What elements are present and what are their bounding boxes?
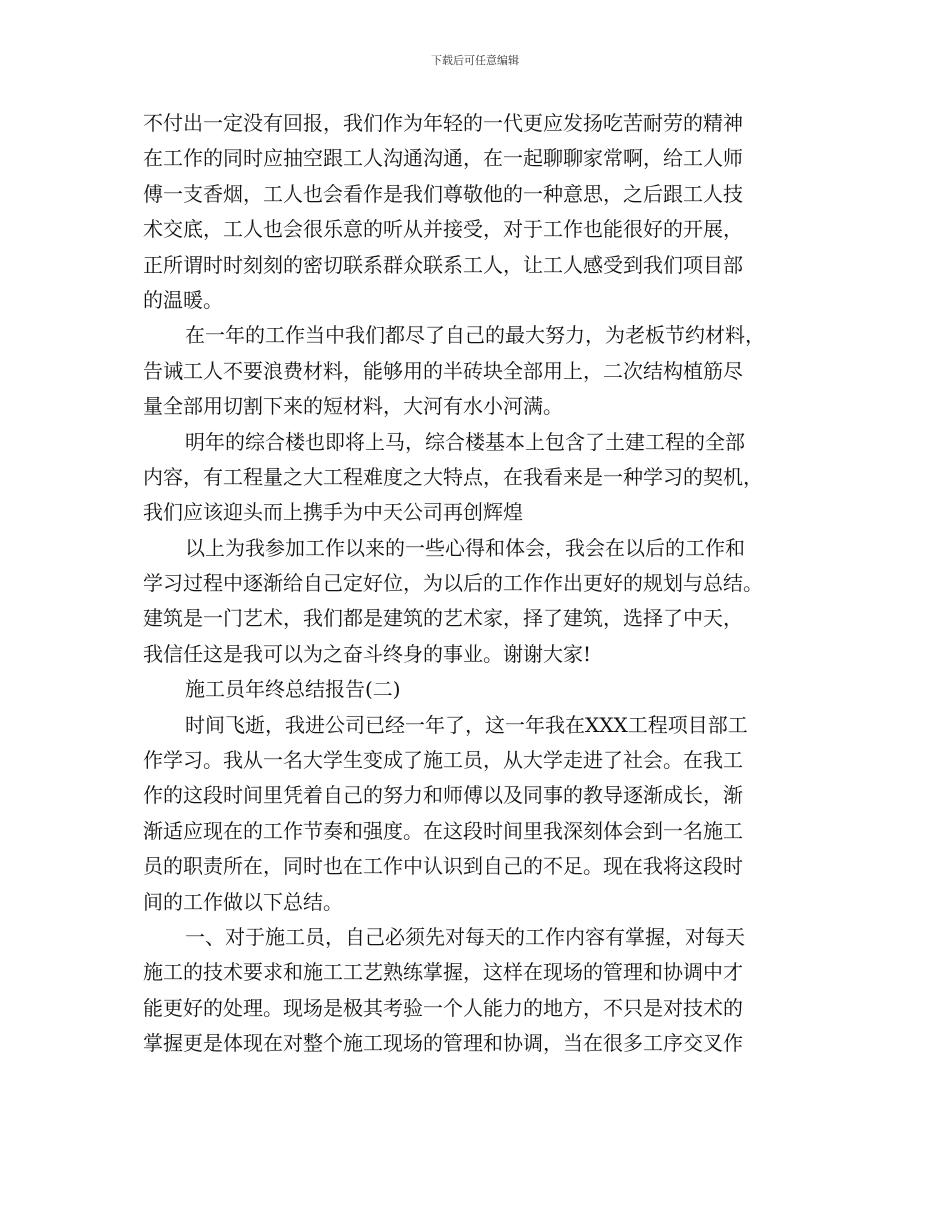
- text-line: 时间飞逝，我进公司已经一年了，这一年我在XXX工程项目部工: [185, 712, 748, 737]
- text-line: 一、对于施工员，自己必须先对每天的工作内容有掌握，对每天: [185, 924, 745, 949]
- text-line: 术交底，工人也会很乐意的听从并接受，对于工作也能很好的开展，: [143, 217, 743, 242]
- text-line: 学习过程中逐渐给自己定好位，为以后的工作作出更好的规划与总结。: [143, 571, 763, 596]
- text-line: 施工员年终总结报告(二): [185, 677, 401, 702]
- text-line: 能更好的处理。现场是极其考验一个人能力的地方，不只是对技术的: [143, 995, 743, 1020]
- text-line: 作学习。我从一名大学生变成了施工员，从大学走进了社会。在我工: [143, 748, 743, 773]
- text-line: 间的工作做以下总结。: [143, 889, 343, 914]
- text-line: 明年的综合楼也即将上马，综合楼基本上包含了土建工程的全部: [185, 429, 745, 454]
- header-note: 下载后可任意编辑: [431, 54, 519, 67]
- text-line: 员的职责所在，同时也在工作中认识到自己的不足。现在我将这段时: [143, 854, 743, 879]
- text-line: 施工的技术要求和施工工艺熟练掌握，这样在现场的管理和协调中才: [143, 960, 743, 985]
- text-line: 傅一支香烟，工人也会看作是我们尊敬他的一种意思，之后跟工人技: [143, 181, 743, 206]
- text-line: 作的这段时间里凭着自己的努力和师傅以及同事的教导逐渐成长，渐: [143, 783, 743, 808]
- text-line: 掌握更是体现在对整个施工现场的管理和协调，当在很多工序交叉作: [143, 1031, 743, 1056]
- body-text: [143, 106, 811, 1062]
- text-line: 的温暖。: [143, 287, 223, 312]
- text-line: 在工作的同时应抽空跟工人沟通沟通，在一起聊聊家常啊，给工人师: [143, 146, 743, 171]
- text-line: 渐适应现在的工作节奏和强度。在这段时间里我深刻体会到一名施工: [143, 818, 743, 843]
- text-line: 告诫工人不要浪费材料，能够用的半砖块全部用上，二次结构植筋尽: [143, 358, 743, 383]
- text-line: 建筑是一门艺术，我们都是建筑的艺术家，择了建筑，选择了中天，: [143, 606, 743, 631]
- text-line: 我信任这是我可以为之奋斗终身的事业。谢谢大家!: [143, 641, 592, 666]
- text-line: 内容，有工程量之大工程难度之大特点，在我看来是一种学习的契机，: [143, 464, 763, 489]
- text-line: 不付出一定没有回报，我们作为年轻的一代更应发扬吃苦耐劳的精神: [143, 111, 743, 135]
- text-line: 正所谓时时刻刻的密切联系群众联系工人，让工人感受到我们项目部: [143, 252, 743, 277]
- text-line: 我们应该迎头而上携手为中天公司再创辉煌: [143, 500, 523, 525]
- text-line: 量全部用切割下来的短材料，大河有水小河满。: [143, 394, 563, 419]
- text-line: 以上为我参加工作以来的一些心得和体会，我会在以后的工作和: [185, 535, 745, 560]
- text-line: 在一年的工作当中我们都尽了自己的最大努力，为老板节约材料，: [185, 323, 765, 348]
